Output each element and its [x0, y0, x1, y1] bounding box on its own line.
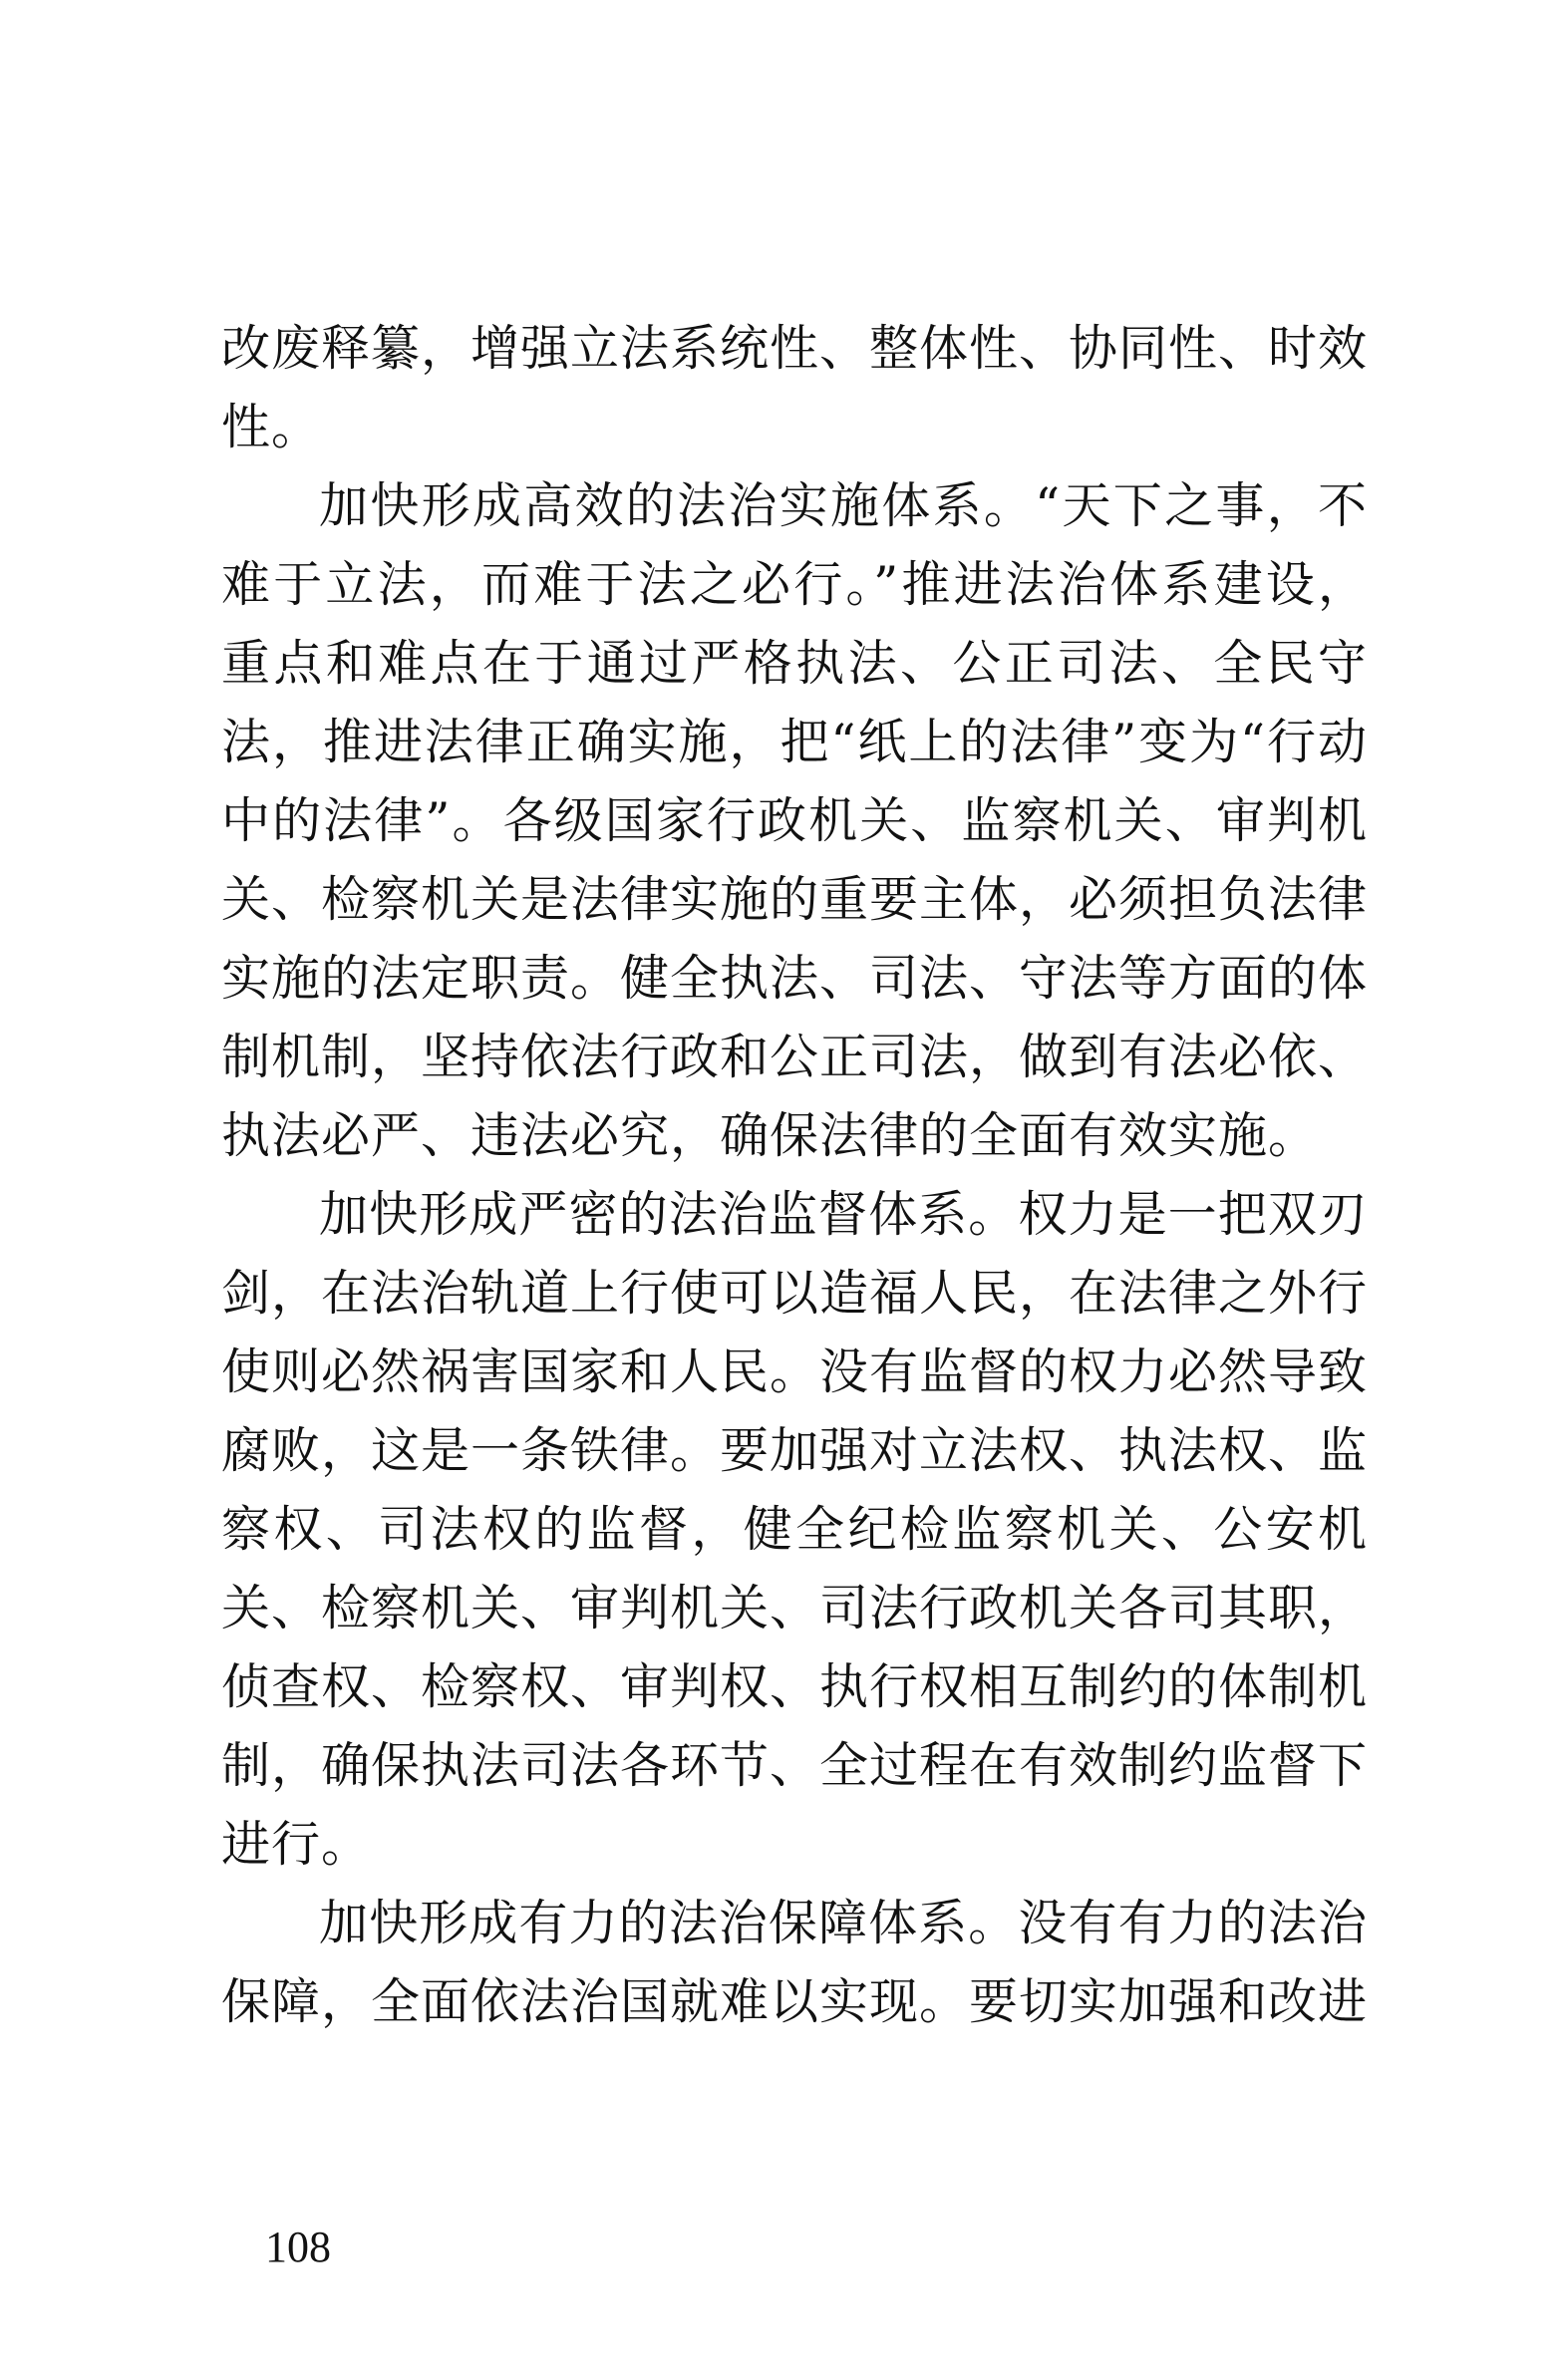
page-number: 108	[265, 2223, 331, 2271]
paragraph-continuation: 改废释纂，增强立法系统性、整体性、协同性、时效性。	[221, 320, 1369, 455]
body-text	[221, 309, 1368, 2041]
paragraph-supervision-system: 加快形成严密的法治监督体系。权力是一把双刃剑，在法治轨道上行使可以造福人民，在法律之外行使则必然祸害国家和人民。没有监督的权力必然导致腐败，这是一条铁律。要加强对立法权、执法权、监察权、司法权的监督，健全纪检监察机关、公安机关、检察机关、审判机关、司法行政机关各司其职，侦查权、检察权、审判权、执行权相互制约的体制机制，确保执法司法各环节、全过程在有效制约监督下进行。	[221, 1186, 1369, 1873]
paragraph-implementation-system: 加快形成高效的法治实施体系。“天下之事，不难于立法，而难于法之必行。”推进法治体系建设，重点和难点在于通过严格执法、公正司法、全民守法，推进法律正确实施，把“纸上的法律”变为“行动中的法律”。各级国家行政机关、监察机关、审判机关、检察机关是法律实施的重要主体，必须担负法律实施的法定职责。健全执法、司法、守法等方面的体制机制，坚持依法行政和公正司法，做到有法必依、执法必严、违法必究，确保法律的全面有效实施。	[221, 477, 1369, 1164]
paragraph-guarantee-system: 加快形成有力的法治保障体系。没有有力的法治保障，全面依法治国就难以实现。要切实加强和改进	[221, 1895, 1369, 2030]
